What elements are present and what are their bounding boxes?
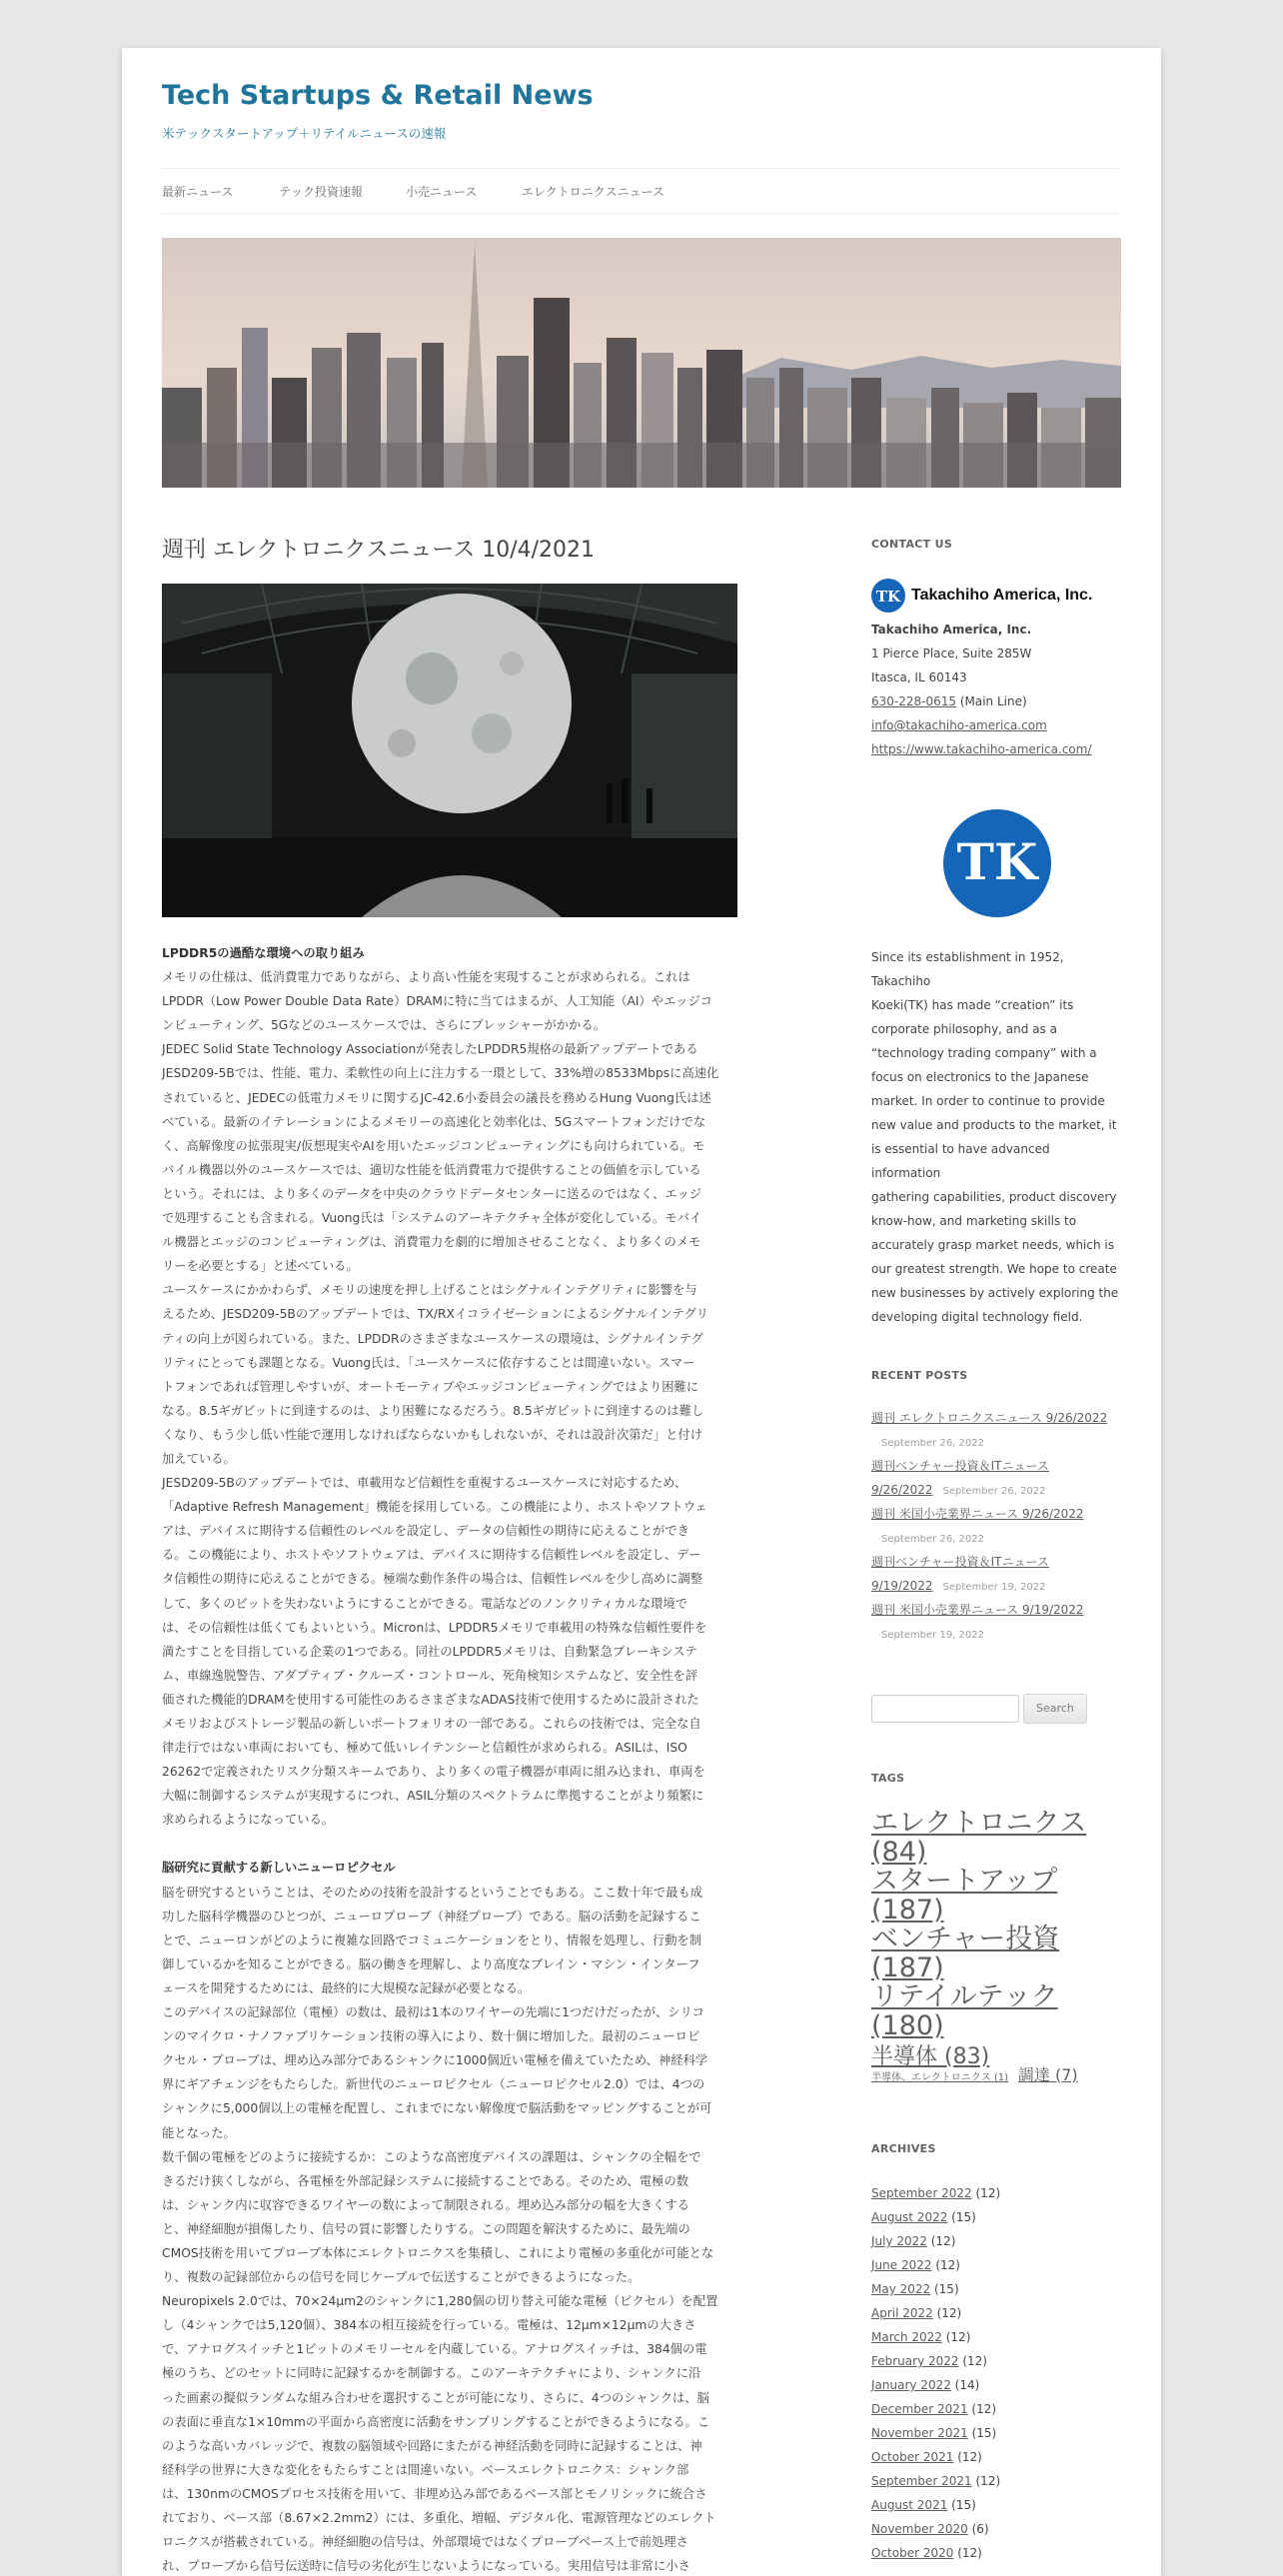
archive-link[interactable]: April 2022: [871, 2306, 933, 2320]
recent-post-link[interactable]: 週刊 米国小売業界ニュース 9/19/2022: [871, 1603, 1084, 1617]
recent-post-item: [871, 1406, 1121, 1430]
address-line-1: 1 Pierce Place, Suite 285W: [871, 646, 1032, 660]
recent-post-link[interactable]: 週刊 米国小売業界ニュース 9/26/2022: [871, 1507, 1084, 1521]
svg-text:TK: TK: [875, 588, 901, 606]
paragraph-line: ム、車線逸脱警告、アダプティブ・クルーズ・コントロール、死角検知システムなど、安全性を評: [162, 1668, 698, 1683]
about-line: “technology trading company” with a: [871, 1046, 1097, 1060]
paragraph-line: タ信頼性の期待に応えることができる。極端な動作条件の場合は、信頼性レベルを少し高めに調整: [162, 1572, 703, 1587]
paragraph-line: くなり、もう少し低い性能で運用しなければならないかもしれないが、それは設計次第だ」と付け: [162, 1427, 703, 1442]
company-name: Takachiho America, Inc.: [871, 623, 1032, 637]
archive-count: (12): [971, 2474, 1001, 2488]
recent-post-link[interactable]: 週刊 エレクトロニクスニュース 9/26/2022: [871, 1411, 1108, 1425]
tag-cloud: [871, 1809, 1121, 2071]
archive-count: (12): [932, 2306, 962, 2320]
paragraph-line: く、高解像度の拡張現実/仮想現実やAIを用いたエッジコンピューティングにも向けられている。モ: [162, 1138, 705, 1153]
archive-count: (12): [931, 2258, 960, 2272]
section-lpddr5-text: [162, 965, 786, 1832]
paragraph-line: クセル・プローブは、埋め込み部分であるシャンクに1000個近い電極を備えていたため、神経科学: [162, 2053, 708, 2068]
paragraph-line: メモリの仕様は、低消費電力でありながら、より高い性能を実現することが求められる。これは: [162, 970, 690, 985]
archive-item: [871, 2445, 1121, 2469]
post-featured-image: [162, 584, 737, 917]
site-title[interactable]: Tech Startups & Retail News: [162, 80, 594, 111]
tag-count[interactable]: (84): [871, 1837, 927, 1868]
archive-item: [871, 2181, 1121, 2205]
archive-count: (15): [967, 2426, 997, 2440]
paragraph-line: れており、ベース部（8.67×2.2mm2）には、多重化、増幅、デジタル化、電源管理などのエレクト: [162, 2511, 716, 2525]
paragraph-line: ル機器とエッジのコンピューティングは、消費電力を劇的に増加させることなく、より多くのメモ: [162, 1235, 701, 1250]
recent-post-meta: [871, 1574, 1121, 1598]
paragraph-line: アは、デバイスに期待する信頼性のレベルを設定し、データの信頼性の期待に応えることができ: [162, 1524, 689, 1539]
paragraph-line: リーを必要とする」と述べている。: [162, 1259, 359, 1274]
paragraph-line: という。それには、より多くのデータを中央のクラウドデータセンターに送るのではなく、エッジ: [162, 1186, 702, 1201]
archive-link[interactable]: June 2022: [871, 2258, 932, 2272]
paragraph-line: は、130nmのCMOSプロセス技術を用いて、非埋め込み部であるベース部とモノリシックに統合さ: [162, 2486, 707, 2501]
archive-link[interactable]: July 2022: [871, 2234, 927, 2248]
tag-item: [871, 1925, 1121, 1982]
svg-text:TK: TK: [956, 832, 1038, 891]
tag-semiconductor[interactable]: 半導体 (83): [871, 2044, 990, 2069]
archive-link[interactable]: January 2022: [871, 2378, 951, 2392]
recent-post-meta: [871, 1526, 1121, 1550]
paragraph-line: 能となった。: [162, 2125, 236, 2140]
archive-link[interactable]: August 2021: [871, 2498, 948, 2512]
recent-post-meta: [871, 1430, 1121, 1454]
paragraph-line: 経科学の世界に大きな変化をもたらすことは間違いない。ベースエレクトロニクス：シャンク部: [162, 2462, 689, 2477]
search-button[interactable]: Search: [1023, 1694, 1087, 1724]
archive-link[interactable]: September 2022: [871, 2186, 972, 2200]
about-line: Since its establishment in 1952, Takachiho: [871, 950, 1064, 988]
paragraph-line: バイル機器以外のユースケースでは、適切な性能を低消費電力で提供することの価値を示している: [162, 1162, 701, 1177]
widget-title-recent-posts: RECENT POSTS: [871, 1369, 968, 1382]
search-input[interactable]: [871, 1695, 1019, 1723]
archive-item: [871, 2253, 1121, 2277]
paragraph-line: JEDEC Solid State Technology Associationが発表したLPDDR5規格の最新アップデートである: [162, 1042, 698, 1057]
archive-count: (12): [967, 2402, 997, 2416]
nav-item-electronics-news[interactable]: エレクトロニクスニュース: [522, 185, 665, 199]
archives-list: [871, 2181, 1121, 2565]
archive-link[interactable]: February 2022: [871, 2354, 959, 2368]
archive-link[interactable]: October 2020: [871, 2546, 954, 2560]
about-line: Koeki(TK) has made “creation” its: [871, 998, 1074, 1012]
website-link[interactable]: https://www.takachiho-america.com/: [871, 742, 1092, 756]
paragraph-line: JESD209-5Bのアップデートでは、車載用など信頼性を重視するユースケースに対応するため、: [162, 1476, 687, 1491]
nav-item-latest-news[interactable]: 最新ニュース: [162, 185, 234, 199]
archive-count: (6): [967, 2522, 989, 2536]
about-line: market. In order to continue to provide: [871, 1094, 1105, 1108]
paragraph-line: れ、プローブから信号伝送時に信号の劣化が生じないようになっている。実用信号は非常に小さ: [162, 2559, 690, 2574]
paragraph-line: 加えている。: [162, 1451, 236, 1466]
paragraph-line: メモリおよびストレージ製品の新しいポートフォリオの一部である。これらの技術では、完全な自: [162, 1717, 701, 1731]
archive-count: (12): [953, 2450, 982, 2464]
recent-post-date: September 26, 2022: [881, 1438, 984, 1449]
paragraph-line: 界にギアチェンジをもたらした。新世代のニューロピクセル（ニューロピクセル2.0）では、4つの: [162, 2077, 705, 2092]
archive-count: (15): [947, 2498, 976, 2512]
section-heading-lpddr5: LPDDR5の過酷な環境への取り組み: [162, 946, 365, 960]
email-link[interactable]: info@takachiho-america.com: [871, 718, 1047, 732]
nav-item-tech-investment[interactable]: テック投資速報: [279, 185, 364, 199]
paragraph-line: JESD209-5Bでは、性能、電力、柔軟性の向上に注力する一環として、33%増の8533Mbpsに高速化: [162, 1066, 719, 1081]
phone-link[interactable]: 630-228-0615: [871, 694, 957, 708]
paragraph-line: ユースケースにかかわらず、メモリの速度を押し上げることはシグナルインテグリティに影響を与: [162, 1283, 697, 1298]
paragraph-line: で、アナログスイッチと1ビットのメモリーセルを内蔵している。アナログスイッチは、384個の電: [162, 2342, 707, 2357]
tag-link[interactable]: スタートアップ: [871, 1866, 1058, 1897]
takachiho-logo[interactable]: [871, 578, 1121, 614]
archive-link[interactable]: November 2020: [871, 2522, 968, 2536]
archive-count: (12): [958, 2354, 987, 2368]
recent-posts-list: [871, 1406, 1121, 1646]
tag-item: [871, 1809, 1121, 1867]
paragraph-line: ェースを開発するためには、最終的に大規模な記録が必要となる。: [162, 1980, 531, 1995]
paragraph-line: の表面に垂直な1×10mmの平面から高密度に活動をサンプリングすることができるようになる。こ: [162, 2414, 710, 2429]
tag-item: [871, 1982, 1121, 2040]
address-line-2: Itasca, IL 60143: [871, 670, 967, 684]
paragraph-line: で処理することも含まれる。Vuong氏は「システムのアーキテクチャ全体が変化している。モバイ: [162, 1211, 702, 1226]
archive-item: [871, 2541, 1121, 2565]
paragraph-line: ンのマイクロ・ナノファブリケーション技術の導入により、数十個に増加した。最初のニューロピ: [162, 2029, 700, 2044]
paragraph-line: えるため、JESD209-5Bのアップデートでは、TX/RXイコライゼーションによるシグナルインテグリ: [162, 1307, 709, 1322]
tag-count[interactable]: (187): [871, 1895, 944, 1926]
tk-small-logo-icon: [871, 579, 905, 613]
sidebar: [871, 538, 1121, 2565]
recent-post-date: September 19, 2022: [942, 1582, 1046, 1593]
site-description: 米テックスタートアップ＋リテイルニュースの速報: [162, 126, 447, 141]
paragraph-line: 御しているかを知ることができる。脳の働きを理解し、より高度なブレイン・マシン・インターフ: [162, 1956, 700, 1971]
paragraph-line: 極のうち、どのセットに同時に記録するかを制御する。このアーキテクチャにより、シャンクに沿: [162, 2366, 701, 2381]
paragraph-line: とで、ニューロンがどのように複雑な回路でコミュニケーションをとり、情報を処理し、行動を制: [162, 1932, 702, 1947]
header-skyline-image: [162, 238, 1121, 488]
archive-item: [871, 2493, 1121, 2517]
recent-post-item: [871, 1550, 1121, 1574]
paragraph-line: 「Adaptive Refresh Management」機能を採用している。この機能により、ホストやソフトウェ: [162, 1500, 707, 1515]
archive-link[interactable]: August 2022: [871, 2210, 948, 2224]
about-line: new value and products to the market, it: [871, 1118, 1117, 1132]
archive-item: [871, 2301, 1121, 2325]
paragraph-line: ロニクスが搭載されている。神経細胞の信号は、外部環境ではなくプローブベース上で前処理さ: [162, 2535, 688, 2550]
paragraph-line: 満たすことを目指している企業の1つである。同社のLPDDR5メモリは、自動緊急ブレーキシステ: [162, 1644, 697, 1659]
archive-count: (12): [971, 2186, 1001, 2200]
about-line: developing digital technology field.: [871, 1310, 1083, 1324]
archive-item: [871, 2517, 1121, 2541]
paragraph-line: CMOS技術を用いてプローブ本体にエレクトロニクスを集積し、これにより電極の多重化が可能とな: [162, 2245, 714, 2260]
paragraph-line: ンピューティング、5Gなどのユースケースでは、さらにプレッシャーがかかる。: [162, 1018, 606, 1033]
archive-link[interactable]: March 2022: [871, 2330, 942, 2344]
tag-count[interactable]: (187): [871, 1952, 944, 1983]
archive-item: [871, 2229, 1121, 2253]
post-title[interactable]: 週刊 エレクトロニクスニュース 10/4/2021: [162, 538, 596, 563]
paragraph-line: は、その信頼性は低くてもよいという。Micronは、LPDDR5メモリで車載用の特殊な信頼性要件を: [162, 1620, 707, 1635]
main-navigation: [162, 168, 1121, 214]
section-neuropixels-text: [162, 1881, 786, 2576]
recent-post-meta: [871, 1478, 1121, 1502]
paragraph-line: と、神経細胞が損傷したり、信号の質に影響したりする。この問題を解決するために、最先端の: [162, 2221, 690, 2236]
company-about-text: [871, 945, 1121, 1329]
nav-item-retail-news[interactable]: 小売ニュース: [406, 185, 478, 199]
recent-post-date: September 26, 2022: [942, 1486, 1046, 1497]
about-line: gathering capabilities, product discovery: [871, 1190, 1117, 1204]
recent-post-item: [871, 1502, 1121, 1526]
archive-link[interactable]: October 2021: [871, 2450, 954, 2464]
archive-count: (15): [930, 2282, 959, 2296]
section-heading-neuropixels: 脳研究に貢献する新しいニューロピクセル: [162, 1861, 396, 1876]
paragraph-line: 価された機能的DRAMを使用する可能性のあるさまざまなADAS技術で使用するために設計された: [162, 1692, 699, 1707]
tk-logo-large: [943, 809, 1051, 917]
paragraph-line: LPDDR（Low Power Double Data Rate）DRAMに特に当てはまるが、人工知能（AI）やエッジコ: [162, 994, 713, 1009]
archive-item: [871, 2397, 1121, 2421]
archive-item: [871, 2205, 1121, 2229]
paragraph-line: Neuropixels 2.0では、70×24μm2のシャンクに1,280個の切り替え可能な電極（ピクセル）を配置: [162, 2294, 718, 2309]
recent-post-item: [871, 1454, 1121, 1478]
tag-procurement[interactable]: 調達 (7): [1017, 2065, 1078, 2084]
paragraph-line: きるだけ狭くしながら、各電極を外部記録システムに接続することである。そのため、電極の数: [162, 2173, 689, 2188]
archive-item: [871, 2349, 1121, 2373]
paragraph-line: り、複数の記録部位からの信号を同じケーブルで伝送することができるようになった。: [162, 2270, 641, 2285]
tag-link[interactable]: エレクトロニクス: [871, 1808, 1087, 1839]
paragraph-line: 律走行ではない車両においても、極めて低いレイテンシーと信頼性が求められる。ASILは、ISO: [162, 1741, 687, 1756]
search-form: [871, 1694, 1121, 1724]
widget-title-contact: CONTACT US: [871, 538, 953, 551]
paragraph-line: シャンクに5,000個以上の電極を配置し、これまでにない解像度で脳活動をマッピングすることが可: [162, 2101, 712, 2116]
tag-link[interactable]: リテイルテック: [871, 1981, 1058, 2012]
archive-link[interactable]: November 2021: [871, 2426, 968, 2440]
phone-row: [871, 689, 1121, 713]
archive-count: (12): [953, 2546, 982, 2560]
tag-count[interactable]: (180): [871, 2010, 944, 2041]
recent-post-date: September 26, 2022: [881, 1534, 984, 1545]
recent-post-link-cont[interactable]: 9/26/2022: [871, 1483, 933, 1497]
recent-post-date: September 19, 2022: [881, 1630, 984, 1641]
paragraph-line: 求められるようになっている。: [162, 1813, 335, 1828]
about-line: corporate philosophy, and as a: [871, 1022, 1057, 1036]
about-line: accurately grasp market needs, which is: [871, 1238, 1114, 1252]
recent-post-item: [871, 1598, 1121, 1622]
tag-semiconductor-electronics[interactable]: 半導体、エレクトロニクス (1): [871, 2072, 1009, 2083]
paragraph-line: 功した脳科学機器のひとつが、ニューロプローブ（神経プローブ）である。脳の活動を記録するこ: [162, 1909, 701, 1924]
paragraph-line: して、多くのビットを失わないようにすることができる。電話などのノンクリティカルな環境で: [162, 1596, 688, 1611]
archive-link[interactable]: December 2021: [871, 2402, 968, 2416]
recent-post-link[interactable]: 週刊ベンチャー投資＆ITニュース: [871, 1555, 1049, 1569]
archive-item: [871, 2421, 1121, 2445]
paragraph-line: る。この機能により、ホストやソフトウェアは、デバイスに期待する信頼性レベルを設定し、デー: [162, 1548, 701, 1563]
paragraph-line: し（4シャンクでは5,120個）、384本の相互接続を行っている。電極は、12μm×12μmの大きさ: [162, 2318, 696, 2333]
recent-post-link[interactable]: 週刊ベンチャー投資＆ITニュース: [871, 1459, 1049, 1473]
paragraph-line: されていると、JEDECの低電力メモリに関するJC-42.6小委員会の議長を務めるHung Vuong氏は述: [162, 1090, 711, 1105]
paragraph-line: は、シャンク内に収容できるワイヤーの数によって制限される。埋め込み部分の幅を大きくする: [162, 2197, 689, 2212]
archive-item: [871, 2325, 1121, 2349]
paragraph-line: べている。最新のイテレーションによるメモリーの高速化と効率化は、5Gスマートフォンだけでな: [162, 1114, 706, 1129]
recent-post-link-cont[interactable]: 9/19/2022: [871, 1579, 933, 1593]
main-content: [162, 538, 786, 2576]
paragraph-line: トフォンであれば管理しやすいが、オートモーティブやエッジコンピューティングではより困難に: [162, 1379, 699, 1394]
recent-post-meta: [871, 1622, 1121, 1646]
paragraph-line: 大幅に制御するシステムが実現するにつれ、ASIL分類のスペクトラムに準拠することがより頻繁に: [162, 1789, 704, 1804]
paragraph-line: った画素の擬似ランダムな組み合わせを選択することが可能になり、さらに、4つのシャンクは、脳: [162, 2390, 709, 2405]
paragraph-line: のような高いカバレッジで、複数の脳領域や回路にまたがる神経活動を同時に記録することは、神: [162, 2438, 702, 2453]
about-line: is essential to have advanced information: [871, 1142, 1050, 1180]
archive-link[interactable]: September 2021: [871, 2474, 972, 2488]
about-line: know-how, and marketing skills to: [871, 1214, 1077, 1228]
paragraph-line: リティにとっても課題となる。Vuong氏は、「ユースケースに依存することは間違いない。スマー: [162, 1355, 695, 1370]
phone-note: (Main Line): [956, 694, 1027, 708]
archive-item: [871, 2373, 1121, 2397]
paragraph-line: 数千個の電極をどのように接続するか：このような高密度デバイスの課題は、シャンクの全幅をで: [162, 2149, 701, 2164]
paragraph-line: 26262で定義されたリスク分類スキームであり、より多くの電子機器が車両に組み込まれ、車両を: [162, 1765, 705, 1780]
paragraph-line: このデバイスの記録部位（電極）の数は、最初は1本のワイヤーの先端に1つだけだったが、シリコ: [162, 2005, 704, 2020]
about-line: our greatest strength. We hope to create: [871, 1262, 1117, 1276]
archive-count: (12): [926, 2234, 956, 2248]
about-line: focus on electronics to the Japanese: [871, 1070, 1089, 1084]
archive-count: (15): [947, 2210, 976, 2224]
widget-title-tags: TAGS: [871, 1772, 905, 1785]
takachiho-logo-text: Takachiho America, Inc.: [911, 587, 1093, 604]
archive-item: [871, 2469, 1121, 2493]
archive-count: (12): [941, 2330, 971, 2344]
paragraph-line: 脳を研究するということは、そのための技術を設計するということでもある。ここ数十年で最も成: [162, 1885, 703, 1900]
tag-item: [871, 1867, 1121, 1925]
archive-link[interactable]: May 2022: [871, 2282, 931, 2296]
tag-link[interactable]: ベンチャー投資: [871, 1924, 1060, 1954]
archive-count: (14): [950, 2378, 980, 2392]
paragraph-line: なる。8.5ギガビットに到達するのは、より困難になるだろう。8.5ギガビットに到達するのは難し: [162, 1403, 704, 1418]
widget-title-archives: ARCHIVES: [871, 2142, 936, 2155]
page-container: [122, 48, 1161, 2576]
archive-item: [871, 2277, 1121, 2301]
about-line: new businesses by actively exploring the: [871, 1286, 1119, 1300]
paragraph-line: ティの向上が図られている。また、LPDDRのさまざまなユースケースの環境は、シグナルインテグ: [162, 1331, 703, 1346]
post-body: [162, 941, 786, 2576]
